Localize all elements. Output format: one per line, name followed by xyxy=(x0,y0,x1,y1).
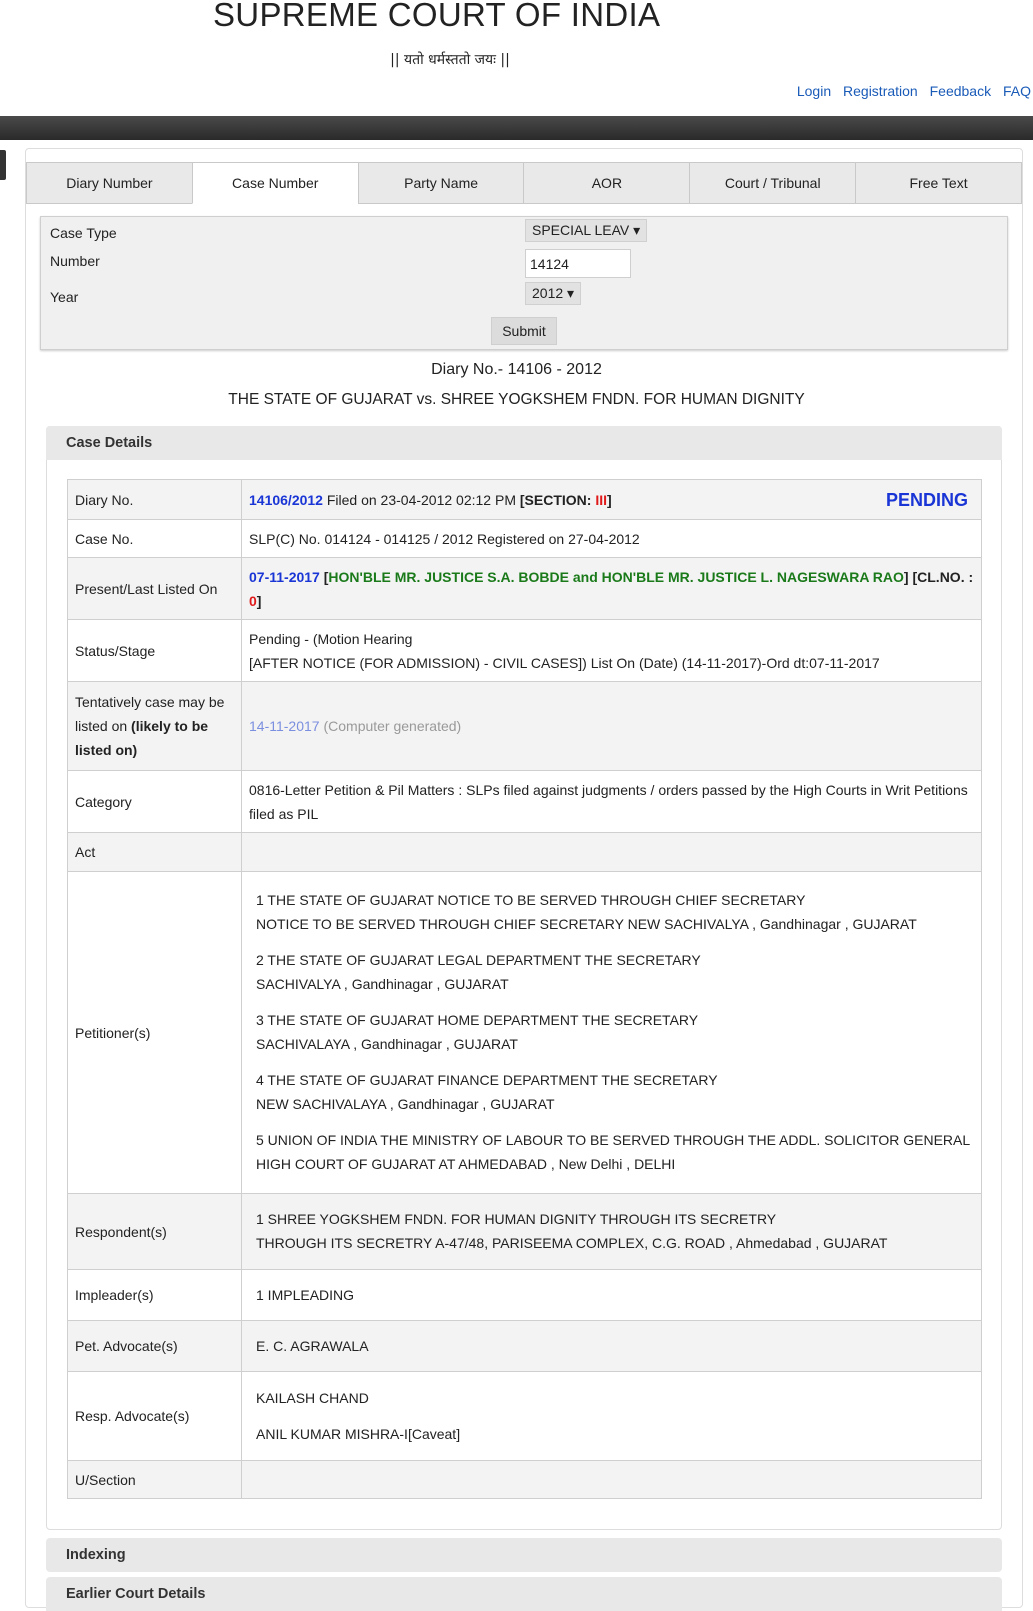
table-row xyxy=(68,620,982,682)
tentative-note: (Computer generated) xyxy=(319,718,462,734)
list-item xyxy=(256,948,974,996)
status-line-2: [AFTER NOTICE (FOR ADMISSION) - CIVIL CASES]) List On (Date) (14-11-2017)-Ord dt:07-11-2017 xyxy=(249,654,880,671)
listed-clno: 0 xyxy=(249,592,257,609)
row-label: Act xyxy=(68,833,242,872)
party-address: NEW SACHIVALAYA , Gandhinagar , GUJARAT xyxy=(256,1096,555,1112)
number-label: Number xyxy=(50,253,100,269)
tab-case-number[interactable]: Case Number xyxy=(192,162,358,204)
case-number-form xyxy=(40,216,1008,350)
row-label: Pet. Advocate(s) xyxy=(68,1321,242,1372)
table-row xyxy=(68,682,982,771)
row-label xyxy=(68,682,242,771)
tentative-date: 14-11-2017 xyxy=(249,718,320,734)
act-value xyxy=(242,833,982,872)
tab-free-text[interactable]: Free Text xyxy=(855,162,1022,204)
login-link[interactable]: Login xyxy=(796,83,832,99)
party-address: SACHIVALAYA , Gandhinagar , GUJARAT xyxy=(256,1036,518,1052)
listed-date: 07-11-2017 xyxy=(249,568,320,585)
row-label: Impleader(s) xyxy=(68,1270,242,1321)
party-line: 3 THE STATE OF GUJARAT HOME DEPARTMENT THE SECRETARY xyxy=(256,1012,699,1028)
nav-bar xyxy=(0,116,1033,140)
table-row xyxy=(68,1270,982,1321)
side-toggle-tab[interactable] xyxy=(0,150,6,180)
tentative-cell xyxy=(242,682,982,771)
diary-cell xyxy=(242,480,982,520)
list-item xyxy=(256,1068,974,1116)
table-row xyxy=(68,480,982,520)
table-row xyxy=(68,1321,982,1372)
listed-bench: HON'BLE MR. JUSTICE S.A. BOBDE and HON'BLE MR. JUSTICE L. NAGESWARA RAO xyxy=(328,568,904,585)
site-motto: || यतो धर्मस्ततो जयः || xyxy=(390,52,510,68)
impleader-cell xyxy=(242,1270,982,1321)
submit-button[interactable]: Submit xyxy=(491,317,557,345)
tab-party-name[interactable]: Party Name xyxy=(358,162,524,204)
section-suffix: ] xyxy=(607,491,612,508)
list-item: E. C. AGRAWALA xyxy=(256,1337,369,1354)
row-label: Respondent(s) xyxy=(68,1194,242,1270)
row-label: Case No. xyxy=(68,520,242,558)
party-address: HIGH COURT OF GUJARAT AT AHMEDABAD , New Delhi , DELHI xyxy=(256,1156,676,1172)
section-prefix: [SECTION: xyxy=(519,491,596,508)
case-type-label: Case Type xyxy=(50,225,117,241)
table-row xyxy=(68,1461,982,1499)
case-type-select[interactable]: SPECIAL LEAV ▾ xyxy=(525,219,647,242)
list-item: KAILASH CHAND xyxy=(256,1389,369,1406)
party-line: 2 THE STATE OF GUJARAT LEGAL DEPARTMENT THE SECRETARY xyxy=(256,952,701,968)
tentative-label-text: Tentatively case may be listed on xyxy=(75,694,225,734)
list-item xyxy=(256,888,974,936)
tab-court-tribunal[interactable]: Court / Tribunal xyxy=(689,162,855,204)
section-value: III xyxy=(595,491,607,508)
category-value: 0816-Letter Petition & Pil Matters : SLPs filed against judgments / orders passed by the High Courts in Writ Petitions filed as PIL xyxy=(242,771,982,833)
listed-clno-prefix: ] [CL.NO. : xyxy=(903,568,974,585)
row-label: Resp. Advocate(s) xyxy=(68,1372,242,1461)
petitioners-cell xyxy=(242,872,982,1194)
list-item: ANIL KUMAR MISHRA-I[Caveat] xyxy=(256,1425,461,1442)
row-label: Diary No. xyxy=(68,480,242,520)
respondents-cell xyxy=(242,1194,982,1270)
search-tabs xyxy=(26,162,1022,204)
party-line: 1 THE STATE OF GUJARAT NOTICE TO BE SERVED THROUGH CHIEF SECRETARY xyxy=(256,892,806,908)
year-label: Year xyxy=(50,289,79,305)
row-label: Present/Last Listed On xyxy=(68,558,242,620)
resp-advocate-cell xyxy=(242,1372,982,1461)
table-row xyxy=(68,771,982,833)
tab-diary-number[interactable]: Diary Number xyxy=(26,162,192,204)
table-row xyxy=(68,558,982,620)
party-address: NOTICE TO BE SERVED THROUGH CHIEF SECRETARY NEW SACHIVALYA , Gandhinagar , GUJARAT xyxy=(256,916,917,932)
list-item xyxy=(256,1207,974,1255)
case-title: THE STATE OF GUJARAT vs. SHREE YOGKSHEM FNDN. FOR HUMAN DIGNITY xyxy=(228,391,805,408)
indexing-header[interactable]: Indexing xyxy=(46,1538,1002,1572)
diary-number-value: 14106/2012 xyxy=(249,491,323,508)
diary-heading: Diary No.- 14106 - 2012 xyxy=(431,361,602,378)
status-badge: PENDING xyxy=(885,489,968,510)
case-number-value: SLP(C) No. 014124 - 014125 / 2012 Registered on 27-04-2012 xyxy=(242,520,982,558)
feedback-link[interactable]: Feedback xyxy=(929,83,992,99)
top-links xyxy=(789,83,1031,99)
party-line: 1 SHREE YOGKSHEM FNDN. FOR HUMAN DIGNITY THROUGH ITS SECRETRY xyxy=(256,1211,777,1227)
case-details-table xyxy=(67,479,982,1499)
listed-cell xyxy=(242,558,982,620)
table-row xyxy=(68,872,982,1194)
tentative-label-bold: (likely to be listed on) xyxy=(75,718,209,758)
listed-bracket-close: ] xyxy=(256,592,262,609)
party-line: 5 UNION OF INDIA THE MINISTRY OF LABOUR TO BE SERVED THROUGH THE ADDL. SOLICITOR GENERAL xyxy=(256,1132,971,1148)
case-number-input[interactable] xyxy=(525,249,631,278)
pet-advocate-cell xyxy=(242,1321,982,1372)
row-label: Petitioner(s) xyxy=(68,872,242,1194)
party-address: THROUGH ITS SECRETRY A-47/48, PARISEEMA COMPLEX, C.G. ROAD , Ahmedabad , GUJARAT xyxy=(256,1235,888,1251)
list-item: 1 IMPLEADING xyxy=(256,1286,355,1303)
case-details-header[interactable]: Case Details xyxy=(46,426,1002,460)
party-address: SACHIVALYA , Gandhinagar , GUJARAT xyxy=(256,976,509,992)
row-label: U/Section xyxy=(68,1461,242,1499)
site-title: SUPREME COURT OF INDIA xyxy=(213,0,661,33)
listed-bracket-open: [ xyxy=(319,568,329,585)
list-item xyxy=(256,1128,974,1176)
usection-value xyxy=(242,1461,982,1499)
status-line-1: Pending - (Motion Hearing xyxy=(249,630,413,647)
party-line: 4 THE STATE OF GUJARAT FINANCE DEPARTMENT THE SECRETARY xyxy=(256,1072,718,1088)
row-label: Category xyxy=(68,771,242,833)
table-row xyxy=(68,1194,982,1270)
registration-link[interactable]: Registration xyxy=(843,83,918,99)
year-select[interactable]: 2012 ▾ xyxy=(525,282,581,305)
faq-link[interactable]: FAQ xyxy=(1002,83,1031,99)
table-row xyxy=(68,833,982,872)
table-row xyxy=(68,520,982,558)
tab-aor[interactable]: AOR xyxy=(523,162,689,204)
filed-on-text: Filed on 23-04-2012 02:12 PM xyxy=(322,491,520,508)
row-label: Status/Stage xyxy=(68,620,242,682)
table-row xyxy=(68,1372,982,1461)
status-cell xyxy=(242,620,982,682)
list-item xyxy=(256,1008,974,1056)
earlier-court-details-header[interactable]: Earlier Court Details xyxy=(46,1577,1002,1611)
